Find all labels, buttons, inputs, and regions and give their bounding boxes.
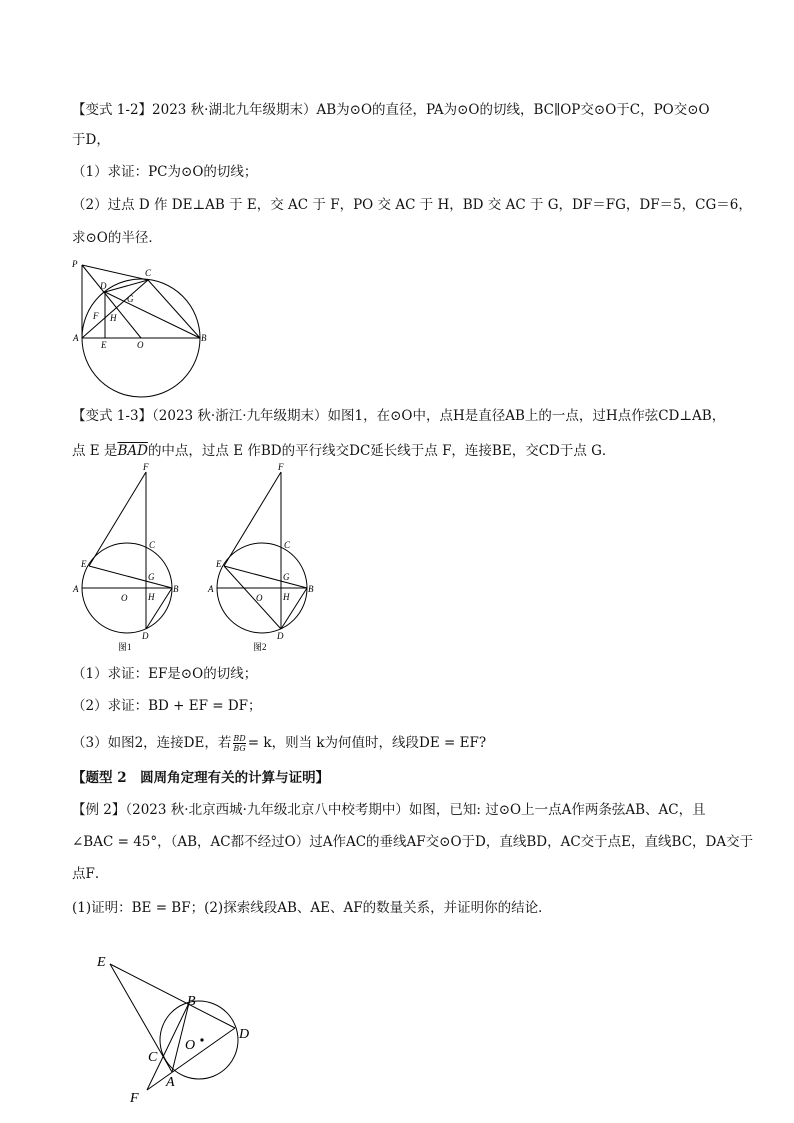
label-d: D — [277, 631, 284, 641]
label-o: O — [121, 593, 128, 603]
problem-1-3-q2: （2）求证：BD + EF = DF； — [72, 698, 262, 714]
label-b: B — [173, 584, 179, 594]
label-f: F — [93, 311, 99, 321]
figure-1-2 — [68, 255, 218, 400]
label-h: H — [148, 592, 155, 602]
problem-1-3-q3-a: （3）如图2，连接DE，若 — [72, 735, 232, 751]
problem-1-2-line2: 于D， — [72, 132, 110, 148]
label-c: C — [284, 540, 291, 550]
problem-1-3-line2 — [72, 441, 732, 461]
problem-1-2-q1: （1）求证：PC为⊙O的切线； — [72, 164, 258, 180]
label-c: C — [145, 268, 152, 278]
label-d: D — [239, 1027, 250, 1042]
label-a: A — [208, 584, 214, 594]
label-a: A — [73, 584, 79, 594]
problem-1-3-q3-b: = k，则当 k为何值时，线段DE = EF? — [247, 735, 487, 751]
fraction-denominator: BG — [233, 744, 246, 753]
center-o — [200, 1038, 203, 1041]
label-g: G — [148, 572, 155, 582]
example-2-q: (1)证明：BE = BF；(2)探索线段AB、AE、AF的数量关系，并证明你的结论． — [72, 900, 552, 916]
fraction-bd-bg — [233, 734, 245, 753]
figure-1-3-fig2 — [205, 462, 325, 657]
problem-1-3-q1: （1）求证：EF是⊙O的切线； — [72, 666, 258, 682]
label-e: E — [97, 955, 106, 970]
example-2-line3: 点F． — [72, 866, 109, 882]
label-o: O — [185, 1038, 196, 1053]
figure-1-3-fig1 — [70, 462, 190, 657]
problem-1-2-line1: 【变式 1-2】2023 秋·湖北九年级期末）AB为⊙O的直径，PA为⊙O的切线，BC∥OP交⊙O于C，PO交⊙O — [72, 102, 710, 118]
label-o: O — [256, 593, 263, 603]
label-f: F — [143, 462, 149, 472]
problem-1-3-line2-a: 点 E 是 — [72, 443, 118, 459]
line-fe — [89, 472, 146, 566]
label-h: H — [110, 313, 117, 323]
problem-1-3-q3 — [72, 730, 732, 756]
label-p: P — [72, 259, 78, 269]
label-d: D — [100, 281, 107, 291]
line-be — [89, 566, 172, 588]
section-2-title: 【题型 2 圆周角定理有关的计算与证明】 — [72, 770, 330, 786]
label-e: E — [81, 559, 87, 569]
problem-1-3-line2-b: 的中点，过点 E 作BD的平行线交DC延长线于点 F，连接BE，交CD于点 G． — [147, 443, 616, 459]
label-c: C — [149, 540, 156, 550]
label-b: B — [187, 994, 196, 1009]
label-a: A — [73, 333, 79, 343]
label-b: B — [201, 333, 207, 343]
label-c: C — [148, 1050, 158, 1065]
line-be — [224, 566, 307, 588]
problem-1-3-line1: 【变式 1-3】（2023 秋·浙江·九年级期末）如图1，在⊙O中，点H是直径AB上的一点，过H点作弦CD⊥AB， — [72, 408, 726, 424]
example-2-line2: ∠BAC = 45°，（AB，AC都不经过O）过A作AC的垂线AF交⊙O于D，直线BD，AC交于点E，直线BC，DA交于 — [72, 834, 754, 850]
arc-bad: $\overline{BAD}$ — [117, 443, 148, 459]
label-h: H — [283, 592, 290, 602]
label-f: F — [278, 462, 284, 472]
problem-1-2-q2b: 求⊙O的半径． — [72, 230, 162, 246]
label-f: F — [130, 1091, 139, 1106]
label-o: O — [137, 340, 144, 350]
label-e: E — [101, 340, 107, 350]
figure-caption-1: 图1 — [118, 642, 132, 652]
figure-example-2 — [92, 948, 267, 1108]
label-b: B — [308, 584, 314, 594]
circle-o — [160, 1001, 238, 1079]
example-2-line1: 【例 2】（2023 秋·北京西城·九年级北京八中校考期中）如图，已知: 过⊙O上一点A作两条弦AB、AC，且 — [72, 802, 706, 818]
label-g: G — [283, 572, 290, 582]
fraction-numerator: BD — [233, 734, 246, 743]
label-e: E — [216, 559, 222, 569]
line-fe — [224, 472, 281, 566]
label-g: G — [127, 294, 134, 304]
problem-1-2-q2: （2）过点 D 作 DE⊥AB 于 E，交 AC 于 F，PO 交 AC 于 H，BD 交 AC 于 G，DF＝FG，DF＝5，CG＝6， — [72, 197, 752, 213]
label-d: D — [142, 631, 149, 641]
line-de — [224, 566, 281, 629]
label-a: A — [166, 1075, 175, 1090]
figure-caption-2: 图2 — [253, 642, 267, 652]
